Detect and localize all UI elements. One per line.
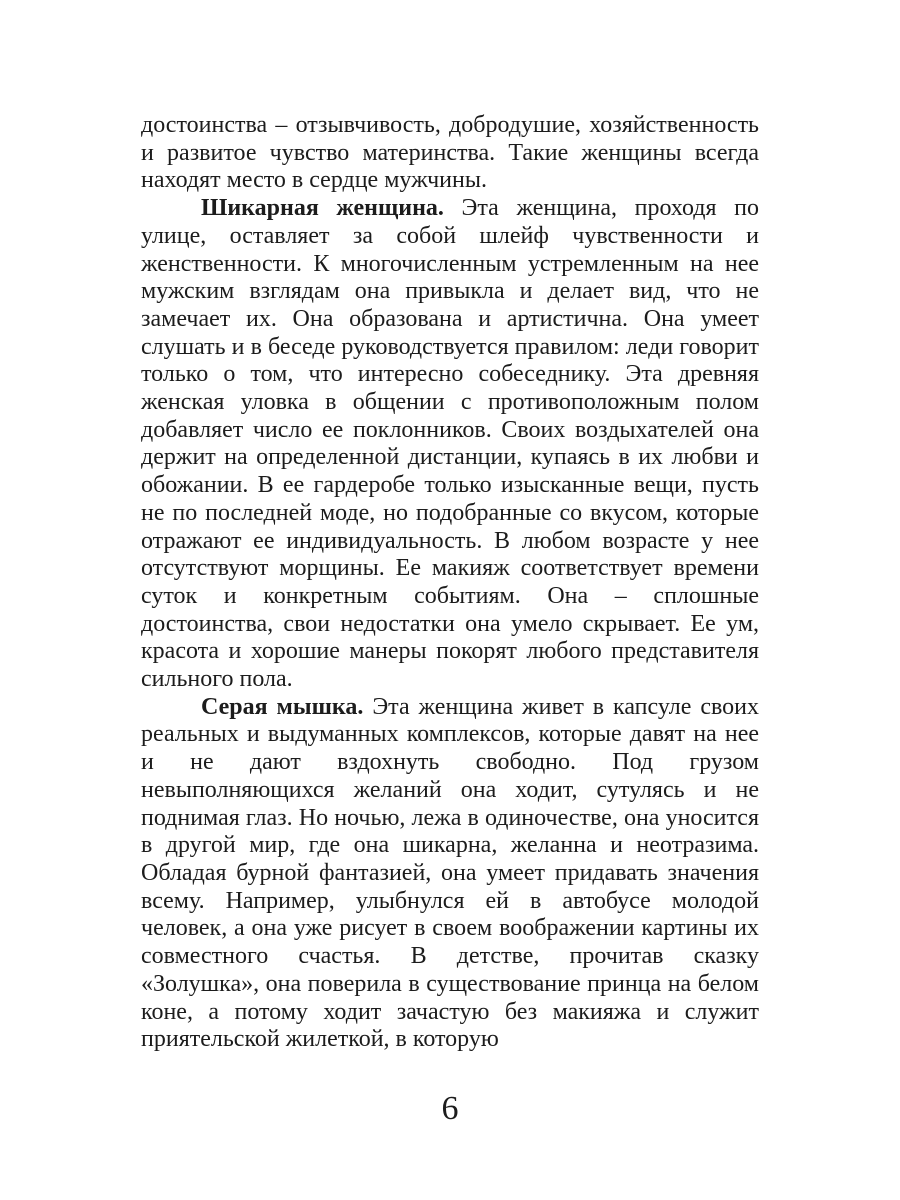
paragraph-heading: Шикарная женщина. (201, 195, 444, 222)
paragraph-heading: Серая мышка. (201, 693, 364, 720)
paragraph-grey-mouse (141, 694, 759, 1054)
paragraph-text: Эта женщина живет в капсуле своих реальных и выдуманных комплексов, которые давят на нее и не дают вздохнуть свободно. Под грузом невыполняющихся желаний она ходит, сутулясь и не поднимая глаз. Но ночью, лежа в одиночестве, она уносится в другой мир, где она шикарна, желанна и неотразима. Обладая бурной фантазией, она умеет придавать значения всему. Например, улыбнулся ей в автобусе молодой человек, а она уже рисует в своем воображении картины их совместного счастья. В детстве, прочитав сказку «Золушка», она поверила в существование принца на белом коне, а потому ходит зачастую без макияжа и служит приятельской жилеткой, в которую (141, 693, 760, 1053)
page-number: 6 (441, 1090, 459, 1127)
page-body (141, 112, 759, 1054)
paragraph-text: Эта женщина, проходя по улице, оставляет за собой шлейф чувственности и женственности. К многочисленным устремленным на нее мужским взглядам она привыкла и делает вид, что не замечает их. Она образована и артистична. Она умеет слушать и в беседе руководствуется правилом: леди говорит только о том, что интересно собеседнику. Эта древняя женская уловка в общении с противоположным полом добавляет число ее поклонников. Своих воздыхателей она держит на определенной дистанции, купаясь в их любви и обожании. В ее гардеробе только изысканные вещи, пусть не по последней моде, но подобранные со вкусом, которые отражают ее индивидуальность. В любом возрасте у нее отсутствуют морщины. Ее макияж соответствует времени суток и конкретным событиям. Она – сплошные достоинства, свои недостатки она умело скрывает. Ее ум, красота и хорошие манеры покорят любого представителя сильного пола. (141, 195, 760, 693)
paragraph-continuation (141, 112, 759, 195)
paragraph-text: достоинства – отзывчивость, добродушие, хозяйственность и развитое чувство материнства. Такие женщины всегда находят место в сердце мужчины. (141, 112, 759, 194)
paragraph-chic-woman (141, 195, 759, 694)
